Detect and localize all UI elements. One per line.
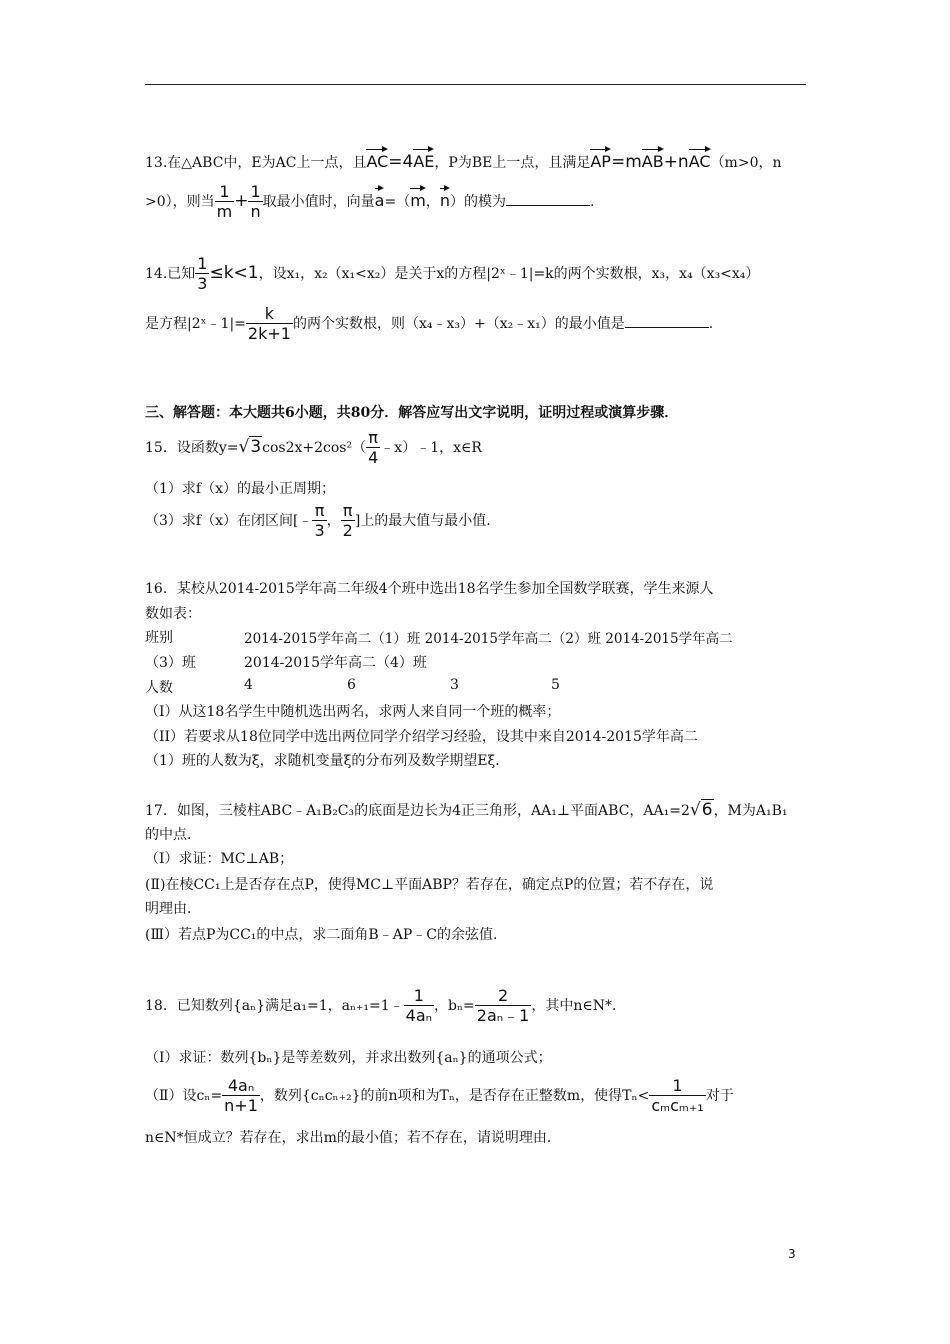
- table-header-label: 班别: [145, 630, 173, 646]
- fraction-1-over-4an: $\frac{1}{\text{4aₙ}}$: [405, 986, 433, 1025]
- fraction-k-over-2k1: $\frac{k}{2k+1}$: [247, 304, 291, 343]
- q14-line2: 是方程|2ˣ﹣1|= $\frac{k}{2k+1}$ 的两个实数根，则（x₄﹣x₃）+（x₂﹣x₁）的最小值是 .: [145, 304, 714, 343]
- vector-ap: AP: [590, 146, 611, 171]
- q13-number: 13.: [145, 155, 168, 171]
- q17-line1: 17．如图，三棱柱ABC﹣A₁B₂C₃的底面是边长为4正三角形，AA₁⊥平面ABC，AA₁=2√6，M为A₁B₁: [145, 800, 788, 820]
- q18-part2: （Ⅱ）设cₙ= $\frac{\text{4aₙ}}{n+1}$ ，数列{cₙcₙ₊₂}的前n项和为Tₙ，是否存在正整数m，使得Tₙ< $\frac{1}{\text{cₘcₘ₊₁}}$ 对于: [145, 1076, 734, 1115]
- fraction-1-over-cmcm1: $\frac{1}{\text{cₘcₘ₊₁}}$: [651, 1076, 704, 1115]
- q18-line1: 18．已知数列{aₙ}满足a₁=1，aₙ₊₁=1﹣ $\frac{1}{\text{4aₙ}}$ ，bₙ= $\frac{2}{\text{2aₙ﹣1}}$ ，其中n∈N*．: [145, 986, 626, 1025]
- answer-blank: [506, 191, 590, 206]
- fraction-1-over-3: $\frac{1}{3}$: [197, 254, 208, 293]
- q13-line1: 13.在△ABC中，E为AC上一点，且AC=4AE，P为BE上一点，且满足AP=mAB+nAC（m>0，n: [145, 146, 782, 172]
- q15-line1: 15．设函数y=√3cos2x+2cos²（ $\frac{\pi}{4}$ ﹣x）﹣1，x∈R: [145, 428, 482, 467]
- fraction-1-over-n: $\frac{1}{n}$: [250, 182, 261, 221]
- fraction-pi-over-2: $\frac{\pi}{2}$: [342, 501, 353, 540]
- table-header-cont: （3）班: [145, 655, 196, 671]
- vector-ac-2: AC: [689, 146, 711, 171]
- sqrt-6: √6: [689, 800, 713, 820]
- q16-part1: （I）从这18名学生中随机选出两名，求两人来自同一个班的概率；: [145, 704, 561, 720]
- header-rule: [145, 84, 806, 85]
- table-count: 6: [347, 677, 356, 693]
- fraction-pi-over-4: $\frac{\pi}{4}$: [368, 428, 379, 467]
- table-header-col4: 2014-2015学年高二（4）班: [244, 655, 427, 671]
- table-header-columns: 2014-2015学年高二（1）班 2014-2015学年高二（2）班 2014-2015学年高二: [244, 631, 733, 647]
- q16-line1: 16．某校从2014-2015学年高二年级4个班中选出18名学生参加全国数学联赛，学生来源人: [145, 581, 714, 597]
- fraction-2-over-2an-1: $\frac{2}{\text{2aₙ﹣1}}$: [476, 986, 530, 1025]
- table-count: 4: [244, 677, 253, 693]
- page-number: 3: [788, 1247, 796, 1261]
- answer-blank: [625, 313, 709, 328]
- fraction-pi-over-3: $\frac{\pi}{3}$: [314, 501, 325, 540]
- fraction-1-over-m: $\frac{1}{m}$: [216, 182, 233, 221]
- section-heading: 三、解答题：本大题共6小题，共80分．解答应写出文字说明，证明过程或演算步骤．: [145, 405, 679, 421]
- q18-part1: （Ⅰ）求证：数列{bₙ}是等差数列，并求出数列{aₙ}的通项公式；: [145, 1050, 552, 1066]
- q18-part2-cont: n∈N*恒成立？若存在，求出m的最小值；若不存在，请说明理由．: [145, 1130, 561, 1146]
- q16-part2: （II）若要求从18位同学中选出两位同学介绍学习经验，设其中来自2014-2015学年高二: [145, 729, 698, 745]
- q14-line1: 14.已知 $\frac{1}{3}$ ≤k<1，设x₁，x₂（x₁<x₂）是关于x的方程|2ˣ﹣1|=k的两个实数根，x₃，x₄（x₃<x₄）: [145, 254, 760, 293]
- q16-line2: 数如表：: [145, 606, 201, 622]
- q15-part1: （1）求f（x）的最小正周期；: [145, 481, 335, 497]
- q17-part2-cont: 明理由．: [145, 901, 201, 917]
- vector-ac: AC: [366, 146, 388, 171]
- vector-m: m: [410, 185, 426, 210]
- q17-line2: 的中点．: [145, 827, 201, 843]
- table-count: 5: [551, 677, 560, 693]
- q13-line2: >0），则当 $\frac{1}{m}$ + $\frac{1}{n}$ 取最小值时，向量a=（m，n）的模为 .: [145, 182, 595, 221]
- sqrt-3: √3: [238, 437, 262, 457]
- vector-n: n: [440, 185, 450, 210]
- vector-ab: AB: [642, 146, 664, 171]
- table-row-label: 人数: [145, 680, 173, 696]
- q16-part2-cont: （1）班的人数为ξ，求随机变量ξ的分布列及数学期望Eξ．: [145, 753, 510, 769]
- q17-part1: （Ⅰ）求证：MC⊥AB；: [145, 851, 294, 867]
- table-count: 3: [450, 677, 459, 693]
- vector-a: a: [375, 185, 385, 210]
- vector-ae: AE: [413, 146, 434, 171]
- q17-part2: (Ⅱ)在棱CC₁上是否存在点P，使得MC⊥平面ABP？若存在，确定点P的位置；若不存在，说: [145, 877, 714, 893]
- q17-part3: (Ⅲ）若点P为CC₁的中点，求二面角B﹣AP﹣C的余弦值．: [145, 927, 507, 943]
- q15-part3: （3）求f（x）在闭区间[﹣ $\frac{\pi}{3}$ ， $\frac{\pi}{2}$ ]上的最大值与最小值.: [145, 501, 491, 540]
- fraction-4an-over-n1: $\frac{\text{4aₙ}}{n+1}$: [224, 1076, 258, 1115]
